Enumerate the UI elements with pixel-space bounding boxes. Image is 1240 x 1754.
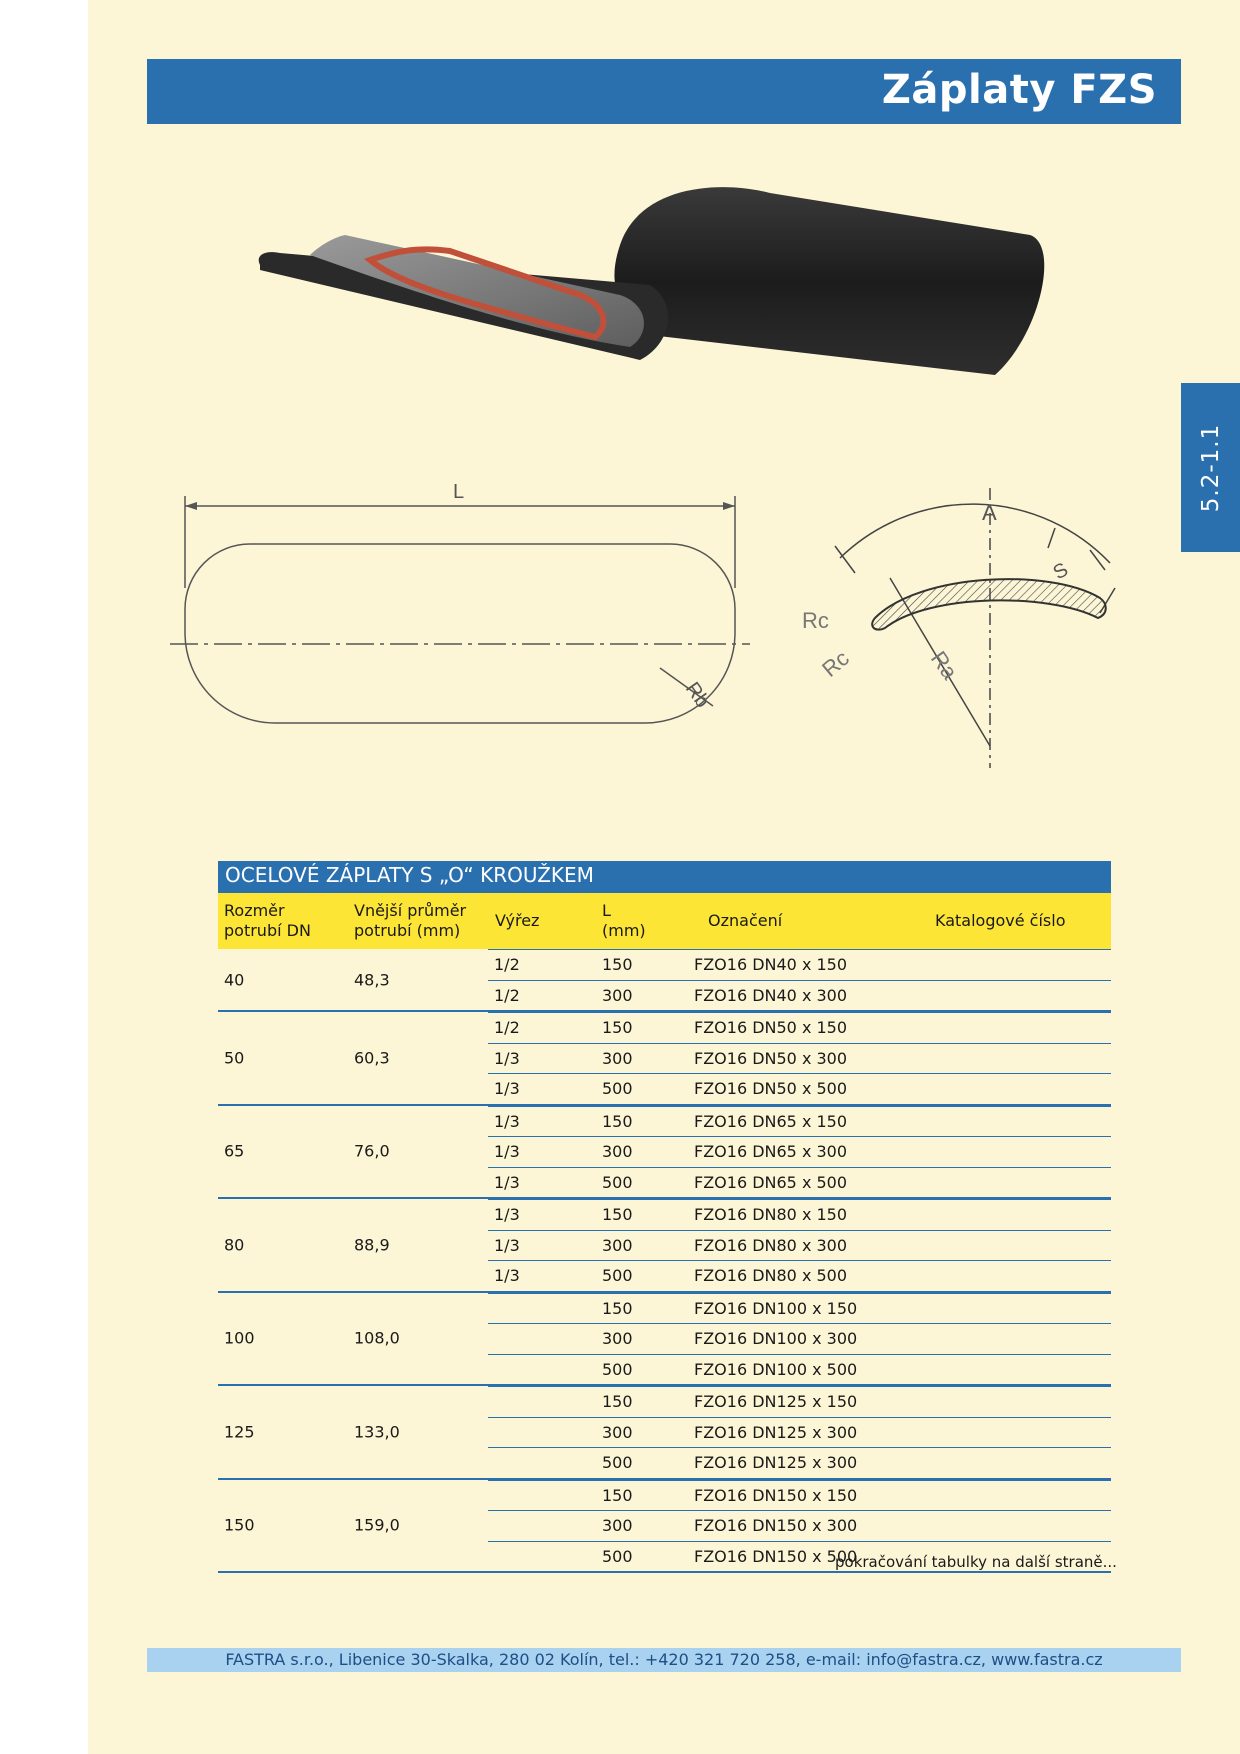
cell-length: 500	[602, 1266, 633, 1285]
cell-length: 500	[602, 1546, 633, 1566]
table-row	[488, 1447, 1111, 1478]
table-row	[488, 1510, 1111, 1541]
cell-cut: 1/3	[494, 1079, 520, 1098]
cell-dn: 100	[224, 1328, 255, 1348]
table-row	[488, 1230, 1111, 1261]
cell-dn: 50	[224, 1048, 245, 1068]
table-row	[488, 980, 1111, 1011]
cell-cut: 1/3	[494, 1235, 520, 1255]
table-row	[488, 1480, 1111, 1511]
col-dn-header: Rozměr potrubí DN	[224, 901, 311, 940]
table-group	[218, 1386, 1111, 1480]
cell-designation: FZO16 DN65 x 150	[694, 1111, 848, 1131]
table-row	[488, 1043, 1111, 1074]
cell-dn: 150	[224, 1515, 255, 1535]
cell-designation: FZO16 DN65 x 300	[694, 1142, 848, 1161]
cell-length: 150	[602, 1298, 633, 1318]
radius-c1-label: Rc	[802, 608, 829, 633]
cell-designation: FZO16 DN150 x 500	[694, 1546, 858, 1566]
cell-length: 500	[602, 1359, 633, 1379]
cell-designation: FZO16 DN150 x 300	[694, 1516, 858, 1535]
cell-designation: FZO16 DN150 x 150	[694, 1485, 858, 1505]
cell-length: 150	[602, 955, 633, 974]
radius-a-label: Ra	[925, 646, 963, 684]
radius-b-label: Rb	[680, 678, 714, 712]
col-designation-header: Označení	[708, 911, 783, 930]
cell-designation: FZO16 DN100 x 500	[694, 1359, 858, 1379]
cell-cut: 1/3	[494, 1142, 520, 1161]
cell-outer-diameter: 48,3	[354, 970, 390, 989]
cell-outer-diameter: 60,3	[354, 1048, 390, 1068]
shell-outer	[614, 187, 1044, 375]
table-row	[488, 1073, 1111, 1104]
cell-cut: 1/3	[494, 1048, 520, 1068]
cell-designation: FZO16 DN125 x 300	[694, 1422, 858, 1442]
cell-length: 300	[602, 1422, 633, 1442]
table-row	[488, 1386, 1111, 1417]
col-od-header: Vnější průměr potrubí (mm)	[354, 901, 467, 940]
cell-cut: 1/3	[494, 1266, 520, 1285]
table-row	[488, 1417, 1111, 1448]
cell-length: 300	[602, 1329, 633, 1348]
footer-contact: FASTRA s.r.o., Libenice 30-Skalka, 280 02 Kolín, tel.: +420 321 720 258, e-mail: info@fastra.cz, www.fastra.cz	[225, 1650, 1103, 1669]
cell-length: 300	[602, 1235, 633, 1255]
cell-designation: FZO16 DN100 x 300	[694, 1329, 858, 1348]
continuation-note: pokračování tabulky na další straně...	[835, 1553, 1117, 1571]
cell-length: 500	[602, 1453, 633, 1472]
cell-designation: FZO16 DN100 x 150	[694, 1298, 858, 1318]
title-bar	[147, 59, 1181, 124]
table-group	[218, 1293, 1111, 1387]
table-row	[488, 1260, 1111, 1291]
cell-outer-diameter: 76,0	[354, 1141, 390, 1161]
table-row	[488, 1012, 1111, 1043]
table-row	[488, 1323, 1111, 1354]
cell-outer-diameter: 159,0	[354, 1515, 400, 1535]
cell-dn: 125	[224, 1422, 255, 1442]
table-row	[488, 1167, 1111, 1198]
cell-cut: 1/2	[494, 1018, 520, 1037]
col-l-header: L (mm)	[602, 901, 646, 940]
cell-dn: 40	[224, 970, 245, 989]
cell-designation: FZO16 DN80 x 500	[694, 1266, 848, 1285]
cell-designation: FZO16 DN50 x 500	[694, 1079, 848, 1098]
length-label: L	[453, 481, 465, 503]
cell-length: 300	[602, 1516, 633, 1535]
section-tab	[1181, 383, 1240, 552]
table-title-bar	[218, 861, 1111, 893]
patch-section	[872, 579, 1106, 630]
cell-designation: FZO16 DN80 x 150	[694, 1205, 848, 1224]
cell-designation: FZO16 DN50 x 300	[694, 1048, 848, 1068]
cell-cut: 1/3	[494, 1205, 520, 1224]
table-row	[488, 1106, 1111, 1137]
cell-length: 150	[602, 1392, 633, 1411]
table-row	[488, 1354, 1111, 1385]
thickness-label: S	[1049, 558, 1073, 585]
cell-length: 500	[602, 1172, 633, 1192]
table-row	[488, 1293, 1111, 1324]
cell-designation: FZO16 DN50 x 150	[694, 1018, 848, 1037]
radius-c2-label: Rc	[817, 645, 854, 682]
table-group	[218, 1012, 1111, 1106]
cell-designation: FZO16 DN125 x 150	[694, 1392, 858, 1411]
product-photo	[250, 185, 1060, 405]
table-title: OCELOVÉ ZÁPLATY S „O“ KROUŽKEM	[225, 863, 594, 887]
cell-designation: FZO16 DN125 x 300	[694, 1453, 858, 1472]
table-row	[488, 1199, 1111, 1230]
cell-dn: 80	[224, 1235, 245, 1255]
table-row	[488, 949, 1111, 980]
table-group	[218, 1199, 1111, 1293]
cell-length: 150	[602, 1205, 633, 1224]
cross-section-drawing	[790, 488, 1170, 778]
table-group	[218, 949, 1111, 1012]
cell-cut: 1/3	[494, 1172, 520, 1192]
cell-designation: FZO16 DN65 x 500	[694, 1172, 848, 1192]
cell-length: 500	[602, 1079, 633, 1098]
table-header-row	[218, 893, 1111, 949]
cell-length: 150	[602, 1111, 633, 1131]
plan-view-drawing	[165, 478, 755, 758]
col-catalog-header: Katalogové číslo	[935, 911, 1066, 930]
cell-outer-diameter: 133,0	[354, 1422, 400, 1442]
arc-label: A	[982, 500, 997, 525]
cell-dn: 65	[224, 1141, 245, 1161]
cell-length: 150	[602, 1485, 633, 1505]
cell-designation: FZO16 DN40 x 150	[694, 955, 848, 974]
cell-designation: FZO16 DN40 x 300	[694, 985, 848, 1005]
cell-length: 300	[602, 1048, 633, 1068]
page-title: Záplaty FZS	[881, 67, 1157, 113]
cell-designation: FZO16 DN80 x 300	[694, 1235, 848, 1255]
cell-length: 150	[602, 1018, 633, 1037]
cell-length: 300	[602, 985, 633, 1005]
table-group	[218, 1106, 1111, 1200]
table-row	[488, 1136, 1111, 1167]
col-cut-header: Výřez	[495, 911, 540, 930]
table-body	[218, 949, 1111, 1573]
cell-cut: 1/3	[494, 1111, 520, 1131]
footer-bar	[147, 1648, 1181, 1672]
cell-cut: 1/2	[494, 985, 520, 1005]
cell-cut: 1/2	[494, 955, 520, 974]
cell-outer-diameter: 108,0	[354, 1328, 400, 1348]
section-number: 5.2-1.1	[1197, 423, 1224, 512]
cell-length: 300	[602, 1142, 633, 1161]
cell-outer-diameter: 88,9	[354, 1235, 390, 1255]
